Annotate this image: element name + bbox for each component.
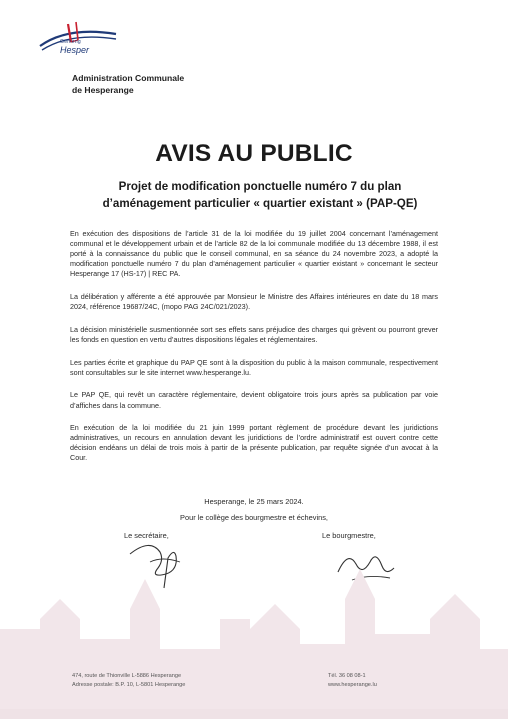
paragraph-effects: La décision ministérielle susmentionnée sort ses effets sans préjudice des charges qui grèvent ou pourront grever les fonds en question en vertu d’autres dispositions légales et réglementaires. xyxy=(70,324,438,344)
subtitle-line-1: Projet de modification ponctuelle numéro 7 du plan xyxy=(118,180,402,193)
mayor-label: Le bourgmestre, xyxy=(322,531,376,540)
footer-phone: Tél. 36 08 08-1 xyxy=(328,673,366,679)
footer-address xyxy=(72,672,185,690)
subtitle-line-2: d’aménagement particulier « quartier existant » (PAP-QE) xyxy=(102,197,418,210)
logo-name-text: Hesper xyxy=(60,45,90,55)
sender-line-2: de Hesperange xyxy=(72,85,134,95)
sender-line-1: Administration Communale xyxy=(72,73,185,83)
college-line: Pour le collège des bourgmestre et échevins, xyxy=(180,513,328,522)
secretary-label: Le secrétaire, xyxy=(124,531,169,540)
page-title: AVIS AU PUBLIC xyxy=(155,140,353,167)
footer-left-line-1: 474, route de Thionville L-5886 Hesperange xyxy=(72,673,182,679)
paragraph-availability: Les parties écrite et graphique du PAP QE sont à la disposition du public à la maison communale, respectivement sont consultables sur le site internet www.hesperange.lu. xyxy=(70,357,438,377)
footer-website: www.hesperange.lu xyxy=(328,682,377,688)
footer-left-line-2: Adresse postale: B.P. 10, L-5801 Hesperange xyxy=(72,682,186,688)
skyline-watermark-icon xyxy=(0,559,508,719)
logo-small-text: Gemeng xyxy=(60,39,81,45)
paragraph-execution: En exécution des dispositions de l’article 31 de la loi modifiée du 19 juillet 2004 concernant l’aménagement communal et le développement urbain et de l’article 82 de la loi communale modifiée du 13 décembre 1988, il est porté à la connaissance du public que le conseil communal, en sa séance du 24 novembre 2023, a adopté la modification ponctuelle numéro 7 du plan d’aménagement particulier « quartier existant » concernant le secteur Hesperange 17 (HS-17) | REC PA. xyxy=(70,229,438,279)
paragraph-obligation: Le PAP QE, qui revêt un caractère réglementaire, devient obligatoire trois jours après sa publication par voie d’affiches dans la commune. xyxy=(70,390,438,410)
notice-body xyxy=(70,229,438,476)
paragraph-approval: La délibération y afférente a été approuvée par Monsieur le Ministre des Affaires intérieures en date du 18 mars 2024, référence 19687/24C, (mopo PAG 24C/021/2023). xyxy=(70,292,438,312)
logo-text xyxy=(60,38,89,54)
page-subtitle xyxy=(80,178,440,212)
date-line: Hesperange, le 25 mars 2024. xyxy=(204,497,304,506)
footer-contact xyxy=(328,672,377,690)
sender-address xyxy=(72,72,184,96)
paragraph-appeal: En exécution de la loi modifiée du 21 juin 1999 portant règlement de procédure devant les juridictions administratives, un recours en annulation devant les juridictions de l’ordre administratif est ouvert contre cette décision endéans un délai de trois mois à partir de la présente publication, par requête signée d’un avocat à la Cour. xyxy=(70,423,438,463)
